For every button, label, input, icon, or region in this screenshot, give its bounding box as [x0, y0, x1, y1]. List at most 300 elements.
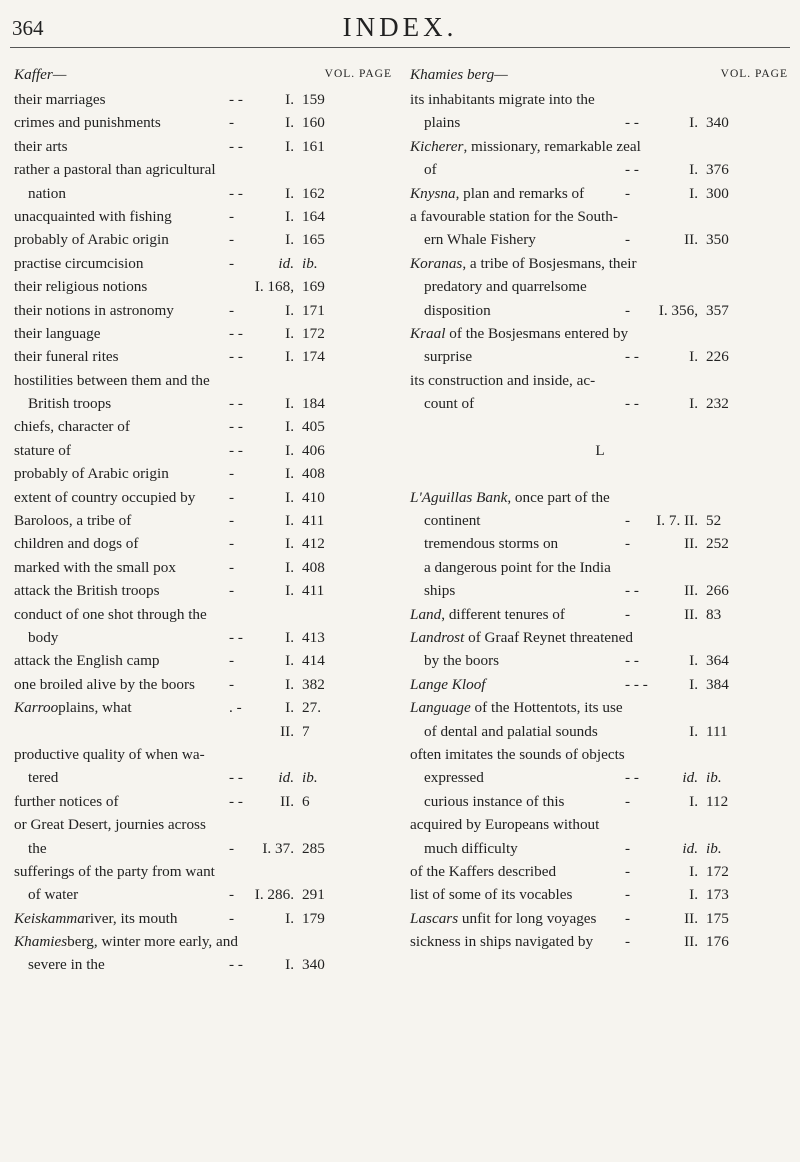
volume-number: I.	[285, 91, 294, 108]
vol-page-label: VOL. PAGE	[720, 68, 788, 80]
entry-text: tered	[28, 769, 59, 787]
index-entry	[14, 907, 394, 930]
page-reference: 291	[302, 886, 325, 904]
index-entry	[410, 205, 790, 228]
leader-dashes: - -	[625, 769, 639, 787]
leader-dashes: - -	[625, 114, 639, 132]
index-entry	[14, 322, 394, 345]
volume-number: I.	[285, 535, 294, 553]
page-reference: 27.	[302, 699, 321, 717]
page-reference: 179	[302, 909, 325, 927]
index-entry	[14, 439, 394, 462]
index-entry	[410, 88, 790, 111]
leader-dashes: -	[229, 254, 235, 272]
index-entry	[14, 369, 394, 392]
leader-dashes: - -	[229, 348, 243, 366]
index-entry	[14, 883, 394, 906]
page-reference: 171	[302, 301, 325, 319]
entry-text: a favourable station for the South-	[410, 207, 618, 225]
page-reference: 411	[302, 512, 325, 530]
volume-number: I.	[285, 395, 294, 413]
entry-text: often imitates the sounds of objects	[410, 745, 625, 763]
index-entry	[410, 299, 790, 322]
volume-number: I. 7. II.	[656, 512, 698, 530]
volume-number: II.	[684, 909, 698, 927]
leader-dashes: -	[229, 535, 235, 553]
index-entry	[14, 205, 394, 228]
page-reference: 161	[302, 137, 325, 155]
leader-dashes: - -	[229, 418, 243, 436]
entry-headword: Kicherer	[410, 137, 464, 155]
volume-number: I.	[285, 231, 294, 249]
entry-text: stature of	[14, 441, 71, 459]
volume-number: I.	[285, 324, 294, 342]
volume-number: II.	[684, 535, 698, 553]
volume-number: I.	[689, 114, 698, 132]
index-entry	[410, 158, 790, 181]
entry-text: Koranas, a tribe of Bosjesmans, their	[410, 254, 637, 272]
index-entry	[14, 860, 394, 883]
page-reference: 176	[706, 933, 729, 951]
index-entry	[14, 813, 394, 836]
leader-dashes: - -	[229, 769, 243, 787]
entry-text: their funeral rites	[14, 348, 119, 366]
entry-text: body	[28, 628, 59, 646]
entry-text: acquired by Europeans without	[410, 816, 600, 834]
entry-text: of dental and palatial sounds	[424, 722, 598, 740]
leader-dashes: - -	[229, 792, 243, 810]
leader-dashes: - -	[229, 395, 243, 413]
leader-dashes: -	[625, 909, 631, 927]
index-entry	[14, 135, 394, 158]
index-entry	[410, 907, 790, 930]
volume-number: I. 356,	[658, 301, 698, 319]
entry-text: sickness in ships navigated by	[410, 933, 594, 951]
blank-line	[410, 462, 790, 485]
index-entry	[14, 579, 394, 602]
entry-text: Khamiesberg, winter more early, and	[14, 933, 238, 951]
leader-dashes: -	[229, 465, 235, 483]
volume-number: id.	[682, 839, 698, 857]
entry-headword: Land	[410, 605, 442, 623]
volume-number: I.	[285, 956, 294, 974]
entry-text: ern Whale Fishery	[424, 231, 536, 249]
volume-number: I.	[689, 395, 698, 413]
section-letter: L	[595, 441, 605, 459]
entry-headword: Knysna	[410, 184, 456, 202]
leader-dashes: -	[625, 512, 631, 530]
volume-number: I.	[689, 886, 698, 904]
volume-number: I.	[285, 652, 294, 670]
entry-text: marked with the small pox	[14, 558, 176, 576]
index-entry	[410, 626, 790, 649]
leader-dashes: - -	[625, 348, 639, 366]
entry-text: their arts	[14, 137, 68, 155]
leader-dashes: -	[229, 675, 235, 693]
entry-text: count of	[424, 395, 475, 413]
entry-text: disposition	[424, 301, 491, 319]
volume-number: I.	[689, 862, 698, 880]
entry-text: plains	[424, 114, 461, 132]
entry-text: further notices of	[14, 792, 119, 810]
index-entry	[410, 532, 790, 555]
entry-text: L'Aguillas Bank, once part of the	[410, 488, 610, 506]
page-reference: 184	[302, 395, 325, 413]
index-entry	[14, 111, 394, 134]
entry-headword: Kraal	[410, 324, 446, 342]
entry-text: Kicherer, missionary, remarkable zeal	[410, 137, 641, 155]
leader-dashes: -	[229, 886, 235, 904]
index-entry	[410, 369, 790, 392]
page-reference: 174	[302, 348, 325, 366]
entry-text: the	[28, 839, 47, 857]
entry-text: nation	[28, 184, 66, 202]
index-entry	[410, 252, 790, 275]
volume-number: I. 286.	[254, 886, 294, 904]
entry-headword: Koranas	[410, 254, 463, 272]
entry-text: its inhabitants migrate into the	[410, 91, 595, 108]
leader-dashes: -	[625, 184, 631, 202]
page-reference: 408	[302, 558, 325, 576]
leader-dashes: -	[625, 792, 631, 810]
page-reference: 350	[706, 231, 729, 249]
page-reference: 376	[706, 161, 729, 179]
entry-text	[410, 673, 486, 696]
page-reference: ib.	[302, 254, 318, 272]
index-entry	[14, 486, 394, 509]
entry-text: probably of Arabic origin	[14, 231, 169, 249]
entry-headword: Khamies	[14, 933, 68, 951]
leader-dashes: -	[229, 582, 235, 600]
entry-text: chiefs, character of	[14, 418, 130, 436]
entry-text: their notions in astronomy	[14, 301, 174, 319]
entry-text: unacquainted with fishing	[14, 207, 172, 225]
volume-number: I.	[689, 348, 698, 366]
index-entry	[410, 743, 790, 766]
leader-dashes: -	[229, 301, 235, 319]
entry-headword: Lange Kloof	[410, 675, 486, 693]
volume-number: I.	[285, 114, 294, 132]
index-entry	[14, 532, 394, 555]
index-entry	[410, 509, 790, 532]
page-reference: 384	[706, 675, 729, 693]
index-entry	[410, 766, 790, 789]
entry-text: predatory and quarrelsome	[424, 278, 587, 296]
entry-text: their marriages	[14, 91, 106, 108]
leader-dashes: -	[625, 535, 631, 553]
page-reference: 364	[706, 652, 729, 670]
index-entry	[14, 696, 394, 719]
page-reference: 172	[302, 324, 325, 342]
index-entry	[410, 275, 790, 298]
page-reference: 169	[302, 278, 325, 296]
page-reference: 340	[302, 956, 325, 974]
index-entry	[410, 649, 790, 672]
page-reference: 412	[302, 535, 325, 553]
entry-text: of	[424, 161, 437, 179]
volume-number: II.	[280, 722, 294, 740]
leader-dashes: -	[229, 207, 235, 225]
index-entry	[410, 392, 790, 415]
page-reference: 300	[706, 184, 729, 202]
leader-dashes: -	[229, 558, 235, 576]
page-reference: 226	[706, 348, 729, 366]
volume-number: I.	[689, 722, 698, 740]
entry-text: expressed	[424, 769, 484, 787]
volume-number: II.	[684, 231, 698, 249]
leader-dashes: -	[625, 231, 631, 249]
right-column	[410, 66, 790, 953]
page-reference: 411	[302, 582, 325, 600]
index-entry	[410, 486, 790, 509]
index-entry	[410, 603, 790, 626]
entry-text: conduct of one shot through the	[14, 605, 207, 623]
leader-dashes: -	[625, 301, 631, 319]
index-entry	[410, 696, 790, 719]
left-column-heading	[14, 66, 394, 88]
leader-dashes: -	[229, 231, 235, 249]
entry-text: rather a pastoral than agricultural	[14, 161, 216, 179]
page-reference: 112	[706, 792, 729, 810]
entry-text: hostilities between them and the	[14, 371, 210, 389]
index-entry	[14, 720, 394, 743]
index-entry	[14, 182, 394, 205]
page-reference: ib.	[302, 769, 318, 787]
volume-number: I.	[285, 184, 294, 202]
index-heading: Khamies berg—	[410, 66, 508, 83]
leader-dashes: - -	[625, 161, 639, 179]
entry-text: Keiskammariver, its mouth	[14, 909, 178, 927]
entry-text: of water	[28, 886, 79, 904]
index-entry	[14, 88, 394, 111]
entry-text: their religious notions	[14, 278, 148, 296]
index-entry	[410, 579, 790, 602]
page-reference: 164	[302, 207, 325, 225]
index-entry	[14, 766, 394, 789]
entry-text: or Great Desert, journies across	[14, 816, 206, 834]
index-entry	[410, 556, 790, 579]
leader-dashes: - -	[229, 628, 243, 646]
volume-number: I.	[689, 161, 698, 179]
index-entry	[410, 345, 790, 368]
leader-dashes: - -	[229, 91, 243, 108]
volume-number: II.	[684, 605, 698, 623]
index-entry	[410, 930, 790, 953]
page-reference: 405	[302, 418, 325, 436]
entry-headword: Language	[410, 699, 471, 717]
index-entry	[14, 837, 394, 860]
leader-dashes: -	[625, 862, 631, 880]
entry-text: surprise	[424, 348, 473, 366]
entry-text: by the boors	[424, 652, 500, 670]
leader-dashes: -	[229, 512, 235, 530]
volume-number: I.	[285, 301, 294, 319]
volume-number: I.	[689, 652, 698, 670]
index-entry	[410, 111, 790, 134]
index-entry	[14, 626, 394, 649]
page-reference: 285	[302, 839, 325, 857]
page-title: INDEX.	[342, 12, 458, 42]
page-reference: 414	[302, 652, 325, 670]
index-entry	[14, 649, 394, 672]
left-entries	[14, 88, 394, 977]
volume-number: I.	[285, 628, 294, 646]
index-entry	[14, 603, 394, 626]
volume-number: I.	[285, 582, 294, 600]
volume-number: I.	[285, 512, 294, 530]
entry-text: Land, different tenures of	[410, 605, 565, 623]
page-reference: 232	[706, 395, 729, 413]
index-entry	[14, 228, 394, 251]
index-entry	[14, 556, 394, 579]
index-entry	[410, 182, 790, 205]
entry-text: one broiled alive by the boors	[14, 675, 195, 693]
volume-number: id.	[278, 254, 294, 272]
index-entry	[410, 883, 790, 906]
page-reference: 111	[706, 722, 728, 740]
index-entry	[14, 930, 394, 953]
entry-text: Lascars unfit for long voyages	[410, 909, 597, 927]
entry-text: attack the British troops	[14, 582, 160, 600]
volume-number: I.	[285, 441, 294, 459]
entry-text: British troops	[28, 395, 112, 413]
index-entry	[410, 673, 790, 696]
leader-dashes: -	[229, 652, 235, 670]
volume-number: id.	[682, 769, 698, 787]
page-reference: 6	[302, 792, 310, 810]
volume-number: I.	[285, 348, 294, 366]
volume-number: I.	[285, 699, 294, 717]
volume-number: II.	[684, 933, 698, 951]
index-entry	[14, 299, 394, 322]
entry-text: Knysna, plan and remarks of	[410, 184, 585, 202]
index-entry	[14, 252, 394, 275]
page-reference: 175	[706, 909, 729, 927]
entry-text: continent	[424, 512, 481, 530]
leader-dashes: -	[625, 605, 631, 623]
entry-text: practise circumcision	[14, 254, 144, 272]
entry-text: severe in the	[28, 956, 105, 974]
leader-dashes: - -	[625, 582, 639, 600]
index-entry	[410, 322, 790, 345]
entry-text: list of some of its vocables	[410, 886, 573, 904]
leader-dashes: - -	[229, 441, 243, 459]
index-entry	[14, 509, 394, 532]
page-reference: 357	[706, 301, 729, 319]
entry-headword: Landrost	[410, 628, 465, 646]
volume-number: II.	[280, 792, 294, 810]
page-reference: ib.	[706, 839, 722, 857]
volume-number: I.	[285, 488, 294, 506]
page-reference: 413	[302, 628, 325, 646]
leader-dashes: - -	[229, 956, 243, 974]
entry-text: its construction and inside, ac-	[410, 371, 596, 389]
leader-dashes: -	[229, 839, 235, 857]
entry-text: Baroloos, a tribe of	[14, 512, 132, 530]
entry-text: tremendous storms on	[424, 535, 559, 553]
entry-text: attack the English camp	[14, 652, 160, 670]
leader-dashes: -	[229, 488, 235, 506]
entry-text: sufferings of the party from want	[14, 862, 215, 880]
leader-dashes: -	[625, 933, 631, 951]
page-reference: 382	[302, 675, 325, 693]
index-entry	[14, 673, 394, 696]
entry-text: probably of Arabic origin	[14, 465, 169, 483]
page-reference: 340	[706, 114, 729, 132]
index-entry	[14, 392, 394, 415]
page-header	[0, 10, 800, 50]
index-entry	[410, 813, 790, 836]
entry-text: a dangerous point for the India	[424, 558, 611, 576]
right-column-heading	[410, 66, 790, 88]
page-reference: 266	[706, 582, 729, 600]
entry-text: Landrost of Graaf Reynet threatened	[410, 628, 633, 646]
page-reference: 173	[706, 886, 729, 904]
leader-dashes: -	[625, 839, 631, 857]
index-heading: Kaffer—	[14, 66, 67, 83]
volume-number: id.	[278, 769, 294, 787]
leader-dashes: - -	[229, 324, 243, 342]
right-entries	[410, 88, 790, 953]
page-reference: 162	[302, 184, 325, 202]
entry-text: Kraal of the Bosjesmans entered by	[410, 324, 629, 342]
page-reference: 83	[706, 605, 722, 623]
entry-text: Language of the Hottentots, its use	[410, 699, 623, 717]
leader-dashes: -	[229, 114, 235, 132]
volume-number: I. 37.	[262, 839, 294, 857]
entry-text: productive quality of when wa-	[14, 745, 205, 763]
entry-text: children and dogs of	[14, 535, 139, 553]
entry-headword: Keiskamma	[14, 909, 85, 927]
volume-number: I.	[285, 558, 294, 576]
entry-text: of the Kaffers described	[410, 862, 557, 880]
page-reference: 172	[706, 862, 729, 880]
index-entry	[14, 345, 394, 368]
left-column	[14, 66, 394, 977]
vol-page-label: VOL. PAGE	[324, 68, 392, 80]
entry-text: ships	[424, 582, 456, 600]
page-reference: 165	[302, 231, 325, 249]
index-entry	[14, 790, 394, 813]
page-number: 364	[12, 16, 44, 40]
leader-dashes: -	[229, 909, 235, 927]
leader-dashes: - -	[625, 395, 639, 413]
leader-dashes: - -	[229, 137, 243, 155]
blank-line	[410, 415, 790, 438]
page-reference: 52	[706, 512, 722, 530]
entry-text: extent of country occupied by	[14, 488, 196, 506]
entry-headword: Karroo	[14, 699, 59, 717]
index-entry	[14, 415, 394, 438]
index-entry	[410, 790, 790, 813]
leader-dashes: . -	[229, 699, 242, 717]
volume-number: I.	[285, 465, 294, 483]
leader-dashes: - - -	[625, 675, 648, 693]
index-entry	[14, 158, 394, 181]
volume-number: I.	[285, 909, 294, 927]
entry-headword: Lascars	[410, 909, 459, 927]
page-reference: 408	[302, 465, 325, 483]
index-entry	[14, 275, 394, 298]
index-entry	[14, 743, 394, 766]
leader-dashes: - -	[625, 652, 639, 670]
volume-number: I. 168,	[254, 278, 294, 296]
index-entry	[14, 953, 394, 976]
volume-number: I.	[285, 137, 294, 155]
page-reference: 252	[706, 535, 729, 553]
entry-text: their language	[14, 324, 101, 342]
entry-text: much difficulty	[424, 839, 518, 857]
